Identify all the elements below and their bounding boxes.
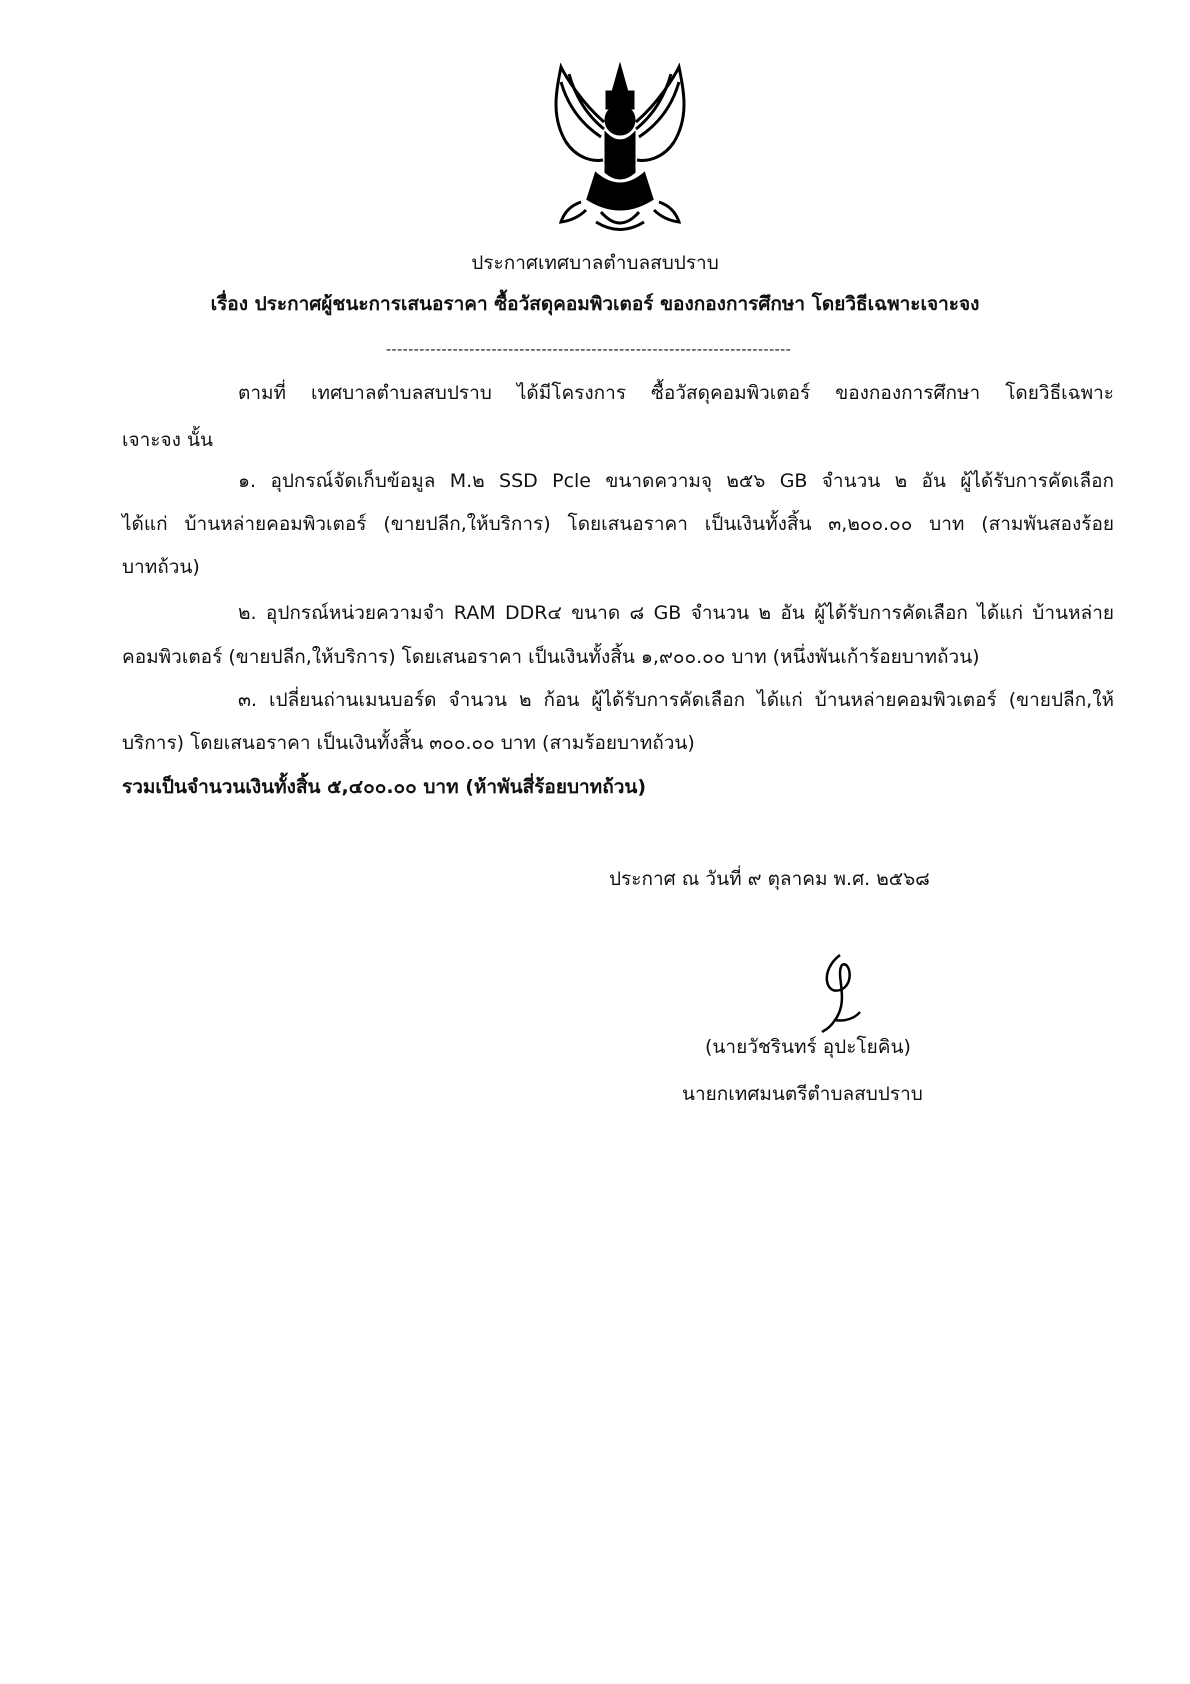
signature-icon (800, 950, 880, 1035)
divider: ------------------------------------------------------------------------- (386, 342, 792, 358)
item3-line-1: ๓. เปลี่ยนถ่านเมนบอร์ด จำนวน ๒ ก้อน ผู้ได้รับการคัดเลือก ได้แก่ บ้านหล่ายคอมพิวเตอร์ (ขายปลีก,ให้ (238, 689, 1114, 711)
signer-position: นายกเทศมนตรีตำบลสบปราบ (682, 1083, 923, 1105)
announcement-date: ประกาศ ณ วันที่ ๙ ตุลาคม พ.ศ. ๒๕๖๘ (609, 868, 930, 890)
document-subject: เรื่อง ประกาศผู้ชนะการเสนอราคา ซื้อวัสดุคอมพิวเตอร์ ของกองการศึกษา โดยวิธีเฉพาะเจาะจง (210, 293, 980, 315)
item1-line-1: ๑. อุปกรณ์จัดเก็บข้อมูล M.๒ SSD Pcle ขนาดความจุ ๒๕๖ GB จำนวน ๒ อัน ผู้ได้รับการคัดเลือก (238, 470, 1114, 492)
total-amount: รวมเป็นจำนวนเงินทั้งสิ้น ๕,๔๐๐.๐๐ บาท (ห้าพันสี่ร้อยบาทถ้วน) (122, 776, 647, 798)
item2-line-2: คอมพิวเตอร์ (ขายปลีก,ให้บริการ) โดยเสนอราคา เป็นเงินทั้งสิ้น ๑,๙๐๐.๐๐ บาท (หนึ่งพันเก้าร้อยบาทถ้วน) (122, 646, 980, 668)
item2-line-1: ๒. อุปกรณ์หน่วยความจำ RAM DDR๔ ขนาด ๘ GB จำนวน ๒ อัน ผู้ได้รับการคัดเลือก ได้แก่ บ้านหล่าย (238, 602, 1114, 624)
item1-line-2: ได้แก่ บ้านหล่ายคอมพิวเตอร์ (ขายปลีก,ให้บริการ) โดยเสนอราคา เป็นเงินทั้งสิ้น ๓,๒๐๐.๐๐ บาท (สามพันสองร้อย (122, 513, 1114, 535)
garuda-emblem-icon (541, 62, 699, 234)
document-title: ประกาศเทศบาลตำบลสบปราบ (471, 252, 719, 274)
intro-line-1: ตามที่ เทศบาลตำบลสบปราบ ได้มีโครงการ ซื้อวัสดุคอมพิวเตอร์ ของกองการศึกษา โดยวิธีเฉพาะ (238, 382, 1114, 404)
signer-name: (นายวัชรินทร์ อุปะโยคิน) (705, 1036, 911, 1058)
item1-line-3: บาทถ้วน) (122, 556, 200, 578)
intro-line-2: เจาะจง นั้น (122, 429, 213, 451)
item3-line-2: บริการ) โดยเสนอราคา เป็นเงินทั้งสิ้น ๓๐๐.๐๐ บาท (สามร้อยบาทถ้วน) (122, 732, 695, 754)
